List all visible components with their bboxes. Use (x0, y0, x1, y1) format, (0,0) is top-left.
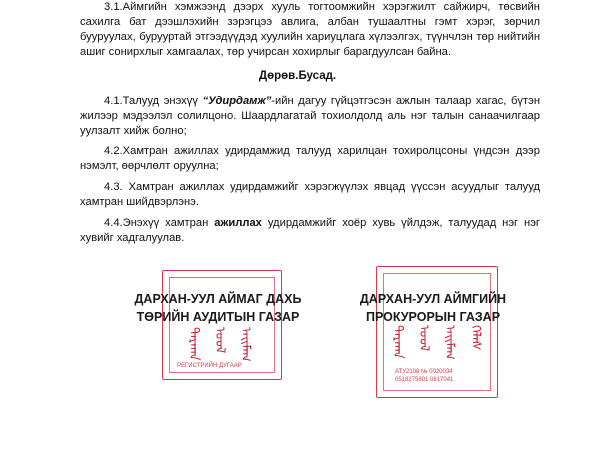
left-stamp-mongolian-2: ᠤᠤᠯ (212, 327, 227, 354)
left-stamp-mongolian-3: ᠠᠢᠮᠠᠭ (238, 327, 253, 362)
left-signatory-org (118, 290, 318, 326)
right-stamp-mongolian-3: ᠠᠢᠮᠠᠭ (442, 325, 457, 360)
section-heading: Дөрөв.Бусад. (258, 70, 337, 82)
paragraph-4-1-start: 4.1.Талууд энэхүү (104, 95, 203, 107)
paragraph-4-1-bold: “Удирдамж” (202, 95, 272, 107)
paragraph-4-1 (80, 94, 540, 139)
paragraph-4-4-rest: удирдамжийг хоёр хувь үйлдэж, талуудад нэг нэг хувийг хадгалуулав. (80, 217, 541, 244)
paragraph-4-4-start: 4.4.Энэхүү хамтран (104, 217, 215, 229)
right-stamp-mongolian-2: ᠤᠤᠯ (416, 325, 431, 352)
right-signatory-org (338, 290, 528, 326)
left-stamp-small-text: РЕГИСТРИЙН ДУГААР (177, 363, 242, 369)
right-official-stamp (376, 266, 498, 398)
right-signatory-line-2: ПРОКУРОРЫН ГАЗАР (365, 310, 501, 324)
paragraph-4-1-rest: -ийн дагуу гүйцэтгэсэн ажлын талаар хагас, бүтэн жилээр мэдээлэл солилцоно. Шаардлагатай тохиолдолд аль нэг талын санаачилгаар уулзалт хийж болно; (80, 95, 540, 137)
right-signatory-line-1: ДАРХАН-УУЛ АЙМГИЙН (359, 292, 507, 306)
left-signatory-line-2: ТӨРИЙН АУДИТЫН ГАЗАР (136, 310, 300, 324)
right-stamp-small-text-2: 0518275801 0817041 (395, 377, 454, 383)
right-stamp-mongolian-1: ᠳᠠᠷᠬᠠᠨ (390, 325, 405, 359)
paragraph-4-3: 4.3. Хамтран ажиллах удирдамжийг хэрэгжүүлэх явцад үүссэн асуудлыг талууд хамтран шийдвэрлэнэ. (80, 181, 540, 208)
paragraph-4-2: 4.2.Хамтран ажиллах удирдамжид талууд харилцан тохиролцсоны үндсэн дээр нэмэлт, өөрчлөлт оруулна; (80, 145, 540, 172)
left-stamp-mongolian-1: ᠳᠠᠷᠬᠠᠨ (186, 327, 201, 361)
right-stamp-mongolian-4: ᠬᠡᠯᠡᠰ (468, 325, 483, 351)
paragraph-4-4 (80, 216, 540, 246)
paragraph-3-1: 3.1.Аймгийн хэмжээнд дээрх хууль тогтоомжийн хэрэгжилт сайжирч, төсвийн сахилга бат дээшлэхийн зэрэгцээ авлига, албан тушаалтны гэмт хэрэг, зөрчил бууруулах, бурууртай этгээдүүдэд хуулийн хариуцлага хүлээлгэх, түүнчлэн төр нийтийн ашиг сонирхлыг хамгаалах, төр учирсан хохирлыг барагдуулсан байна. (80, 1, 540, 58)
right-stamp-small-text-1: АТУ2108 № 0020034 (395, 369, 453, 375)
left-signatory-line-1: ДАРХАН-УУЛ АЙМАГ ДАХЬ (134, 292, 302, 306)
paragraph-4-4-bold: ажиллах (214, 217, 262, 229)
